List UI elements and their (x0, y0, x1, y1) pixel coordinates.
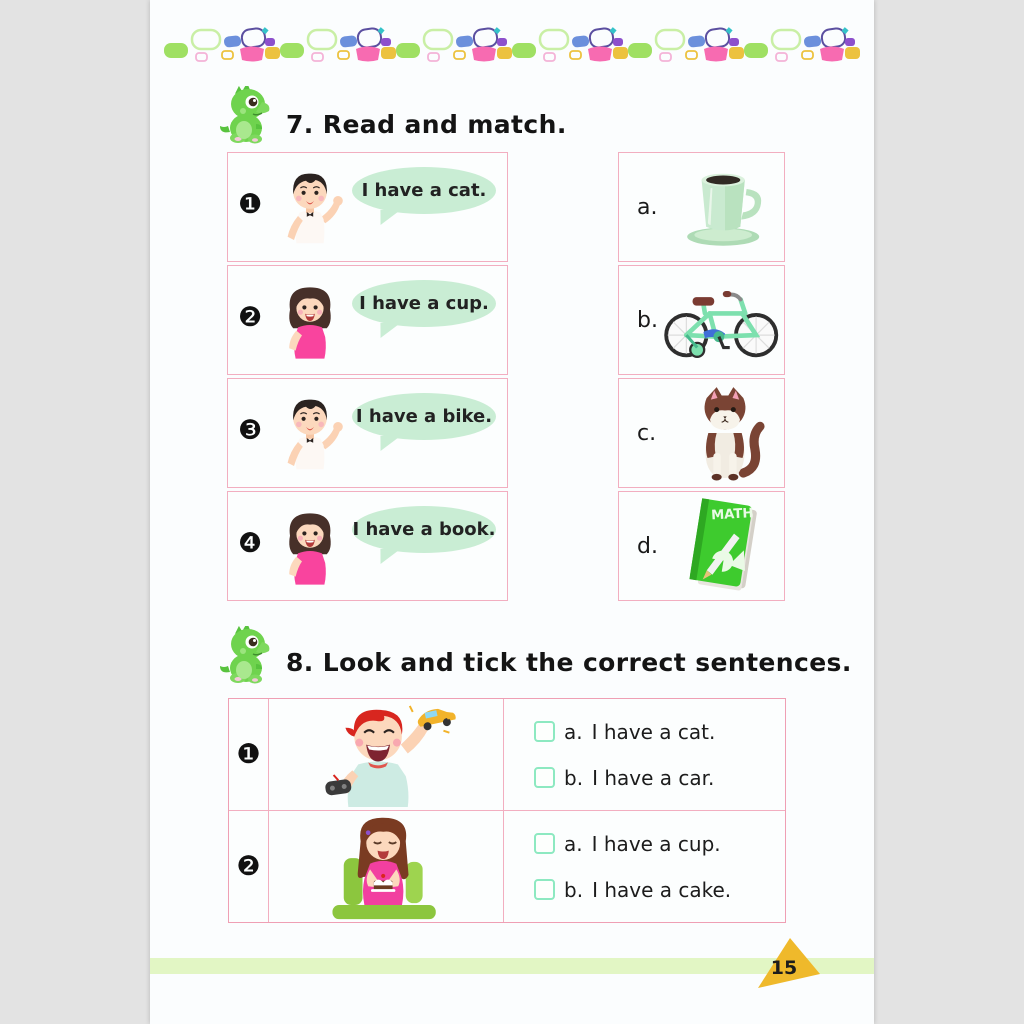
girl-smiling-illustration (274, 498, 346, 596)
bicycle-illustration (660, 279, 784, 361)
item-number-badge: ❸ (238, 415, 263, 446)
option-d-box (618, 491, 785, 601)
speech-bubble (352, 393, 496, 440)
row-number-badge: ❶ (236, 739, 261, 770)
choice-label: b. (564, 765, 584, 790)
speech-bubble (352, 280, 496, 327)
tick-sentences-table (228, 698, 786, 923)
choice-sentence: I have a cup. (591, 831, 721, 856)
choice-row (534, 832, 721, 856)
checkbox[interactable] (534, 721, 555, 742)
speech-text: I have a book. (352, 519, 496, 540)
match-item-4 (227, 491, 508, 601)
option-letter: a. (637, 194, 658, 220)
item-number-badge: ❶ (238, 189, 263, 220)
math-book-title: MATH (710, 506, 754, 524)
girl-eating-cake-illustration (306, 813, 466, 921)
item-number-badge: ❷ (238, 302, 263, 333)
speech-bubble-tail (376, 549, 401, 564)
choice-label: b. (564, 877, 584, 902)
speech-bubble-tail (376, 210, 401, 225)
exercise7-heading: 7. Read and match. (286, 110, 567, 139)
speech-bubble-tail (376, 323, 401, 338)
speech-bubble-tail (376, 436, 401, 451)
option-a-box (618, 152, 785, 262)
choice-row (534, 878, 731, 902)
choice-sentence: I have a car. (592, 765, 715, 790)
checkbox[interactable] (534, 767, 555, 788)
boy-waving-illustration (274, 159, 346, 257)
row-number-badge: ❷ (236, 851, 261, 882)
row2-sentences-cell (504, 811, 785, 922)
confetti-border-decoration (162, 26, 862, 66)
option-c-box (618, 378, 785, 488)
page-number: 15 (770, 957, 798, 979)
workbook-page (150, 0, 874, 1024)
teacup-illustration (671, 165, 779, 249)
cat-illustration (682, 383, 768, 483)
speech-text: I have a bike. (355, 406, 493, 427)
exercise8-heading: 8. Look and tick the correct sentences. (286, 648, 852, 677)
option-letter: c. (637, 420, 657, 446)
girl-smiling-illustration (274, 272, 346, 370)
option-letter: d. (637, 533, 658, 559)
speech-bubble (352, 506, 496, 553)
row1-sentences-cell (504, 699, 785, 811)
option-b-box (618, 265, 785, 375)
math-book-illustration (681, 495, 769, 597)
row1-image-cell (269, 699, 504, 811)
choice-label: a. (564, 831, 583, 856)
choice-sentence: I have a cake. (592, 877, 732, 902)
boy-with-toy-car-illustration (297, 703, 475, 807)
row2-image-cell (269, 811, 504, 922)
match-item-1 (227, 152, 508, 262)
page-number-triangle (748, 936, 828, 992)
checkbox[interactable] (534, 833, 555, 854)
match-item-2 (227, 265, 508, 375)
choice-row (534, 766, 714, 790)
row1-number-cell (229, 699, 269, 811)
option-letter: b. (637, 307, 658, 333)
speech-text: I have a cup. (359, 293, 489, 314)
choice-sentence: I have a cat. (591, 719, 716, 744)
row2-number-cell (229, 811, 269, 922)
choice-label: a. (564, 719, 583, 744)
item-number-badge: ❹ (238, 528, 263, 559)
choice-row (534, 720, 715, 744)
boy-waving-illustration (274, 385, 346, 483)
match-item-3 (227, 378, 508, 488)
dino-mascot-icon (218, 626, 278, 684)
speech-bubble (352, 167, 496, 214)
speech-text: I have a cat. (361, 180, 487, 201)
checkbox[interactable] (534, 879, 555, 900)
dino-mascot-icon (218, 86, 278, 144)
